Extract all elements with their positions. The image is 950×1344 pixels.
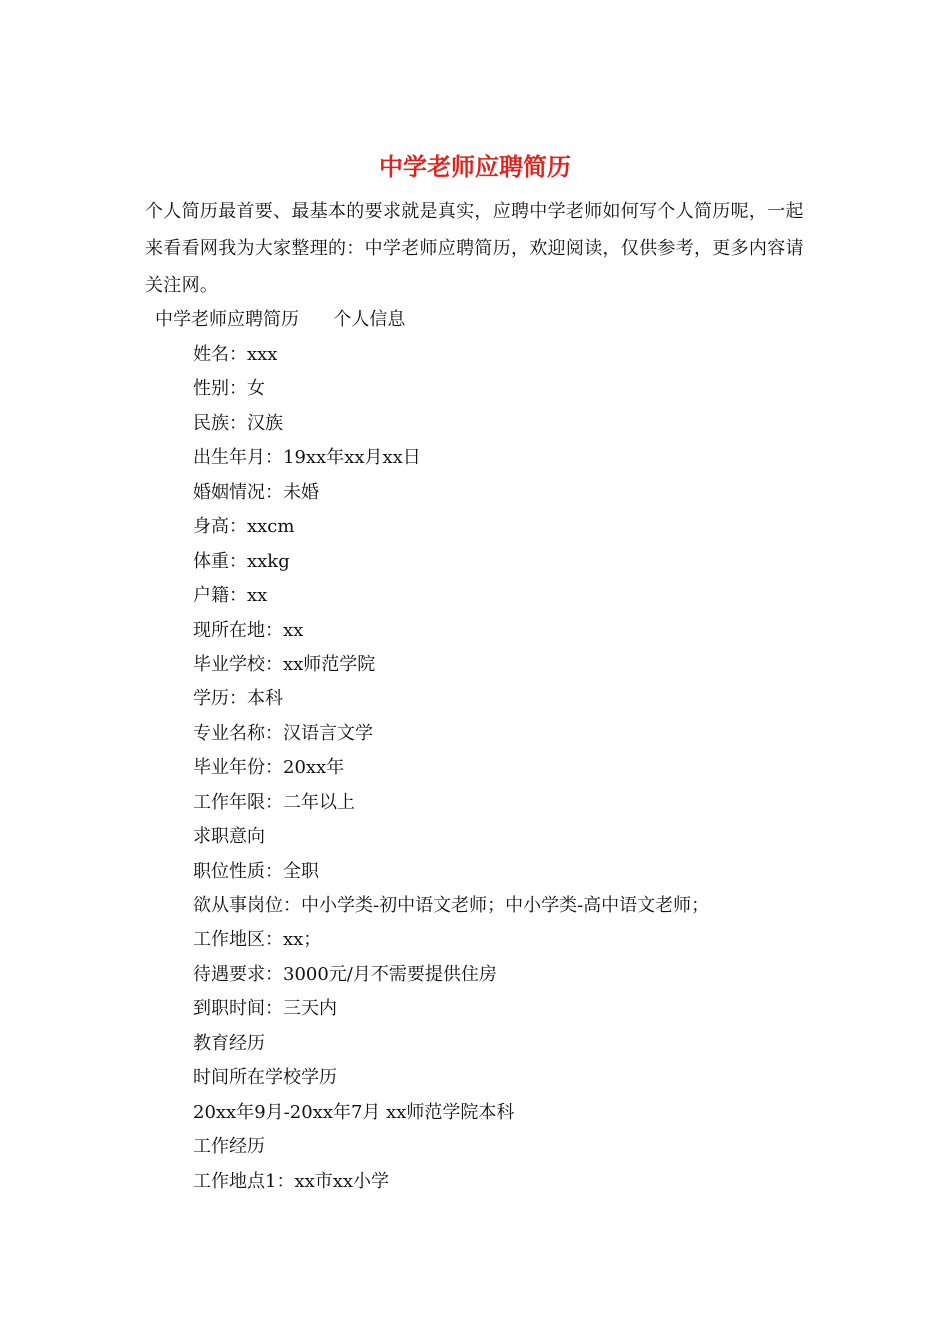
resume-item-major: 专业名称：汉语言文学 [193, 722, 373, 744]
resume-subheading-education: 教育经历 [193, 1032, 265, 1054]
resume-item-work-years: 工作年限：二年以上 [193, 791, 355, 813]
resume-item-household-registration: 户籍：xx [193, 585, 268, 607]
resume-item-work-location-1: 工作地点1：xx市xx小学 [193, 1170, 390, 1192]
resume-item-work-area: 工作地区：xx； [193, 929, 322, 951]
resume-item-desired-position: 欲从事岗位：中小学类-初中语文老师；中小学类-高中语文老师； [193, 895, 710, 916]
resume-item-gender: 性别：女 [193, 378, 265, 400]
resume-item-start-time: 到职时间：三天内 [193, 998, 337, 1020]
resume-item-graduation-year: 毕业年份：20xx年 [193, 757, 345, 779]
resume-item-ethnicity: 民族：汉族 [193, 412, 283, 434]
resume-subheading-work-experience: 工作经历 [193, 1136, 265, 1158]
resume-item-marital-status: 婚姻情况：未婚 [193, 481, 319, 503]
resume-item-education-level: 学历：本科 [193, 688, 283, 710]
resume-item-weight: 体重：xxkg [193, 550, 290, 572]
resume-item-birthdate: 出生年月：19xx年xx月xx日 [193, 447, 421, 469]
resume-item-education-columns: 时间所在学校学历 [193, 1067, 337, 1089]
resume-item-name: 姓名：xxx [193, 344, 278, 365]
section-heading-personal-info: 中学老师应聘简历 个人信息 [155, 309, 406, 330]
resume-item-graduation-school: 毕业学校：xx师范学院 [193, 653, 376, 675]
resume-item-education-entry: 20xx年9月-20xx年7月 xx师范学院本科 [193, 1101, 515, 1123]
resume-item-height: 身高：xxcm [193, 516, 295, 538]
resume-item-current-location: 现所在地：xx [193, 619, 304, 641]
intro-paragraph: 个人简历最首要、最基本的要求就是真实，应聘中学老师如何写个人简历呢，一起来看看网我为大家整理的：中学老师应聘简历，欢迎阅读，仅供参考，更多内容请关注网。 [145, 201, 804, 296]
document-title: 中学老师应聘简历 [379, 152, 571, 181]
resume-item-list [193, 338, 709, 1199]
resume-item-salary-requirement: 待遇要求：3000元/月不需要提供住房 [193, 963, 497, 985]
resume-item-job-type: 职位性质：全职 [193, 860, 319, 882]
resume-subheading-job-intention: 求职意向 [193, 826, 265, 848]
